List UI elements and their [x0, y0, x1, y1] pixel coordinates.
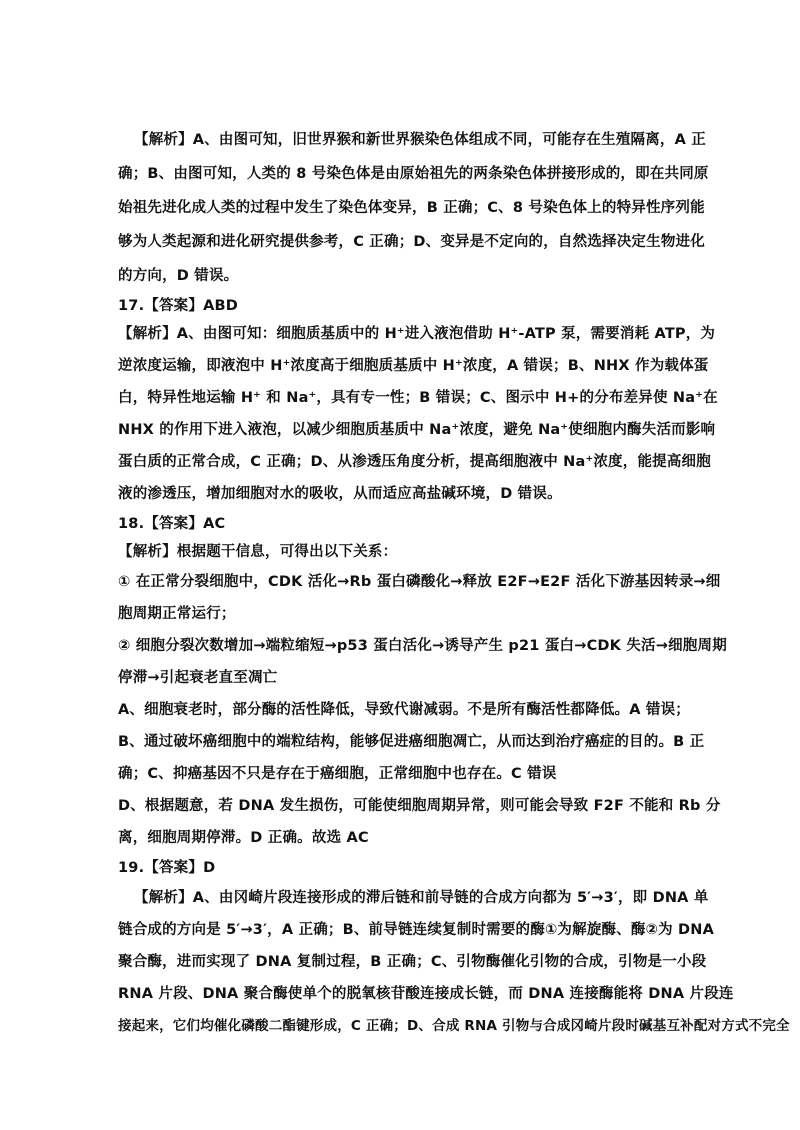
text-line: 确；B、由图可知，人类的 8 号染色体是由原始祖先的两条染色体拼接形成的，即在共同原: [118, 166, 709, 182]
text-line: 链合成的方向是 5′→3′，A 正确；B、前导链连续复制时需要的酶①为解旋酶、酶②为 DNA: [118, 922, 715, 938]
answer-heading-17: 17.【答案】ABD: [118, 298, 238, 314]
text-line: 离，细胞周期停滞。D 正确。故选 AC: [118, 830, 369, 846]
text-line: B、通过破坏癌细胞中的端粒结构，能够促进癌细胞凋亡，从而达到治疗癌症的目的。B 正: [118, 734, 705, 750]
answer-heading-18: 18.【答案】AC: [118, 516, 226, 532]
text-line: NHX 的作用下进入液泡，以减少细胞质基质中 Na⁺浓度，避免 Na⁺使细胞内酶失活而影响: [118, 422, 716, 438]
answer-heading-19: 19.【答案】D: [118, 860, 216, 876]
text-line: ① 在正常分裂细胞中，CDK 活化→Rb 蛋白磷酸化→释放 E2F→E2F 活化下游基因转录→细: [118, 574, 721, 590]
text-line: 接起来，它们均催化磷酸二酯键形成，C 正确；D、合成 RNA 引物与合成冈崎片段时碱基互补配对方式不完全: [118, 1018, 790, 1034]
text-line: 白，特异性地运输 H⁺ 和 Na⁺，具有专一性；B 错误；C、图示中 H+的分布差异使 Na⁺在: [118, 390, 718, 406]
text-line: 胞周期正常运行；: [118, 606, 236, 622]
text-line: 始祖先进化成人类的过程中发生了染色体变异，B 正确；C、8 号染色体上的特异性序列能: [118, 200, 705, 216]
text-line: 【解析】A、由冈崎片段连接形成的滞后链和前导链的合成方向都为 5′→3′，即 DNA 单: [134, 890, 709, 906]
text-line: 【解析】A、由图可知：细胞质基质中的 H⁺进入液泡借助 H⁺-ATP 泵，需要消耗 ATP，为: [118, 326, 716, 342]
text-line: 液的渗透压，增加细胞对水的吸收，从而适应高盐碱环境，D 错误。: [118, 486, 562, 502]
text-line: 停滞→引起衰老直至凋亡: [118, 670, 278, 686]
text-line: 【解析】根据题干信息，可得出以下关系：: [118, 544, 398, 560]
text-line: 的方向，D 错误。: [118, 268, 239, 284]
text-line: 逆浓度运输，即液泡中 H⁺浓度高于细胞质基质中 H⁺浓度，A 错误；B、NHX 作为载体蛋: [118, 358, 709, 374]
text-line: ② 细胞分裂次数增加→端粒缩短→p53 蛋白活化→诱导产生 p21 蛋白→CDK 失活→细胞周期: [118, 638, 727, 654]
text-line: 蛋白质的正常合成，C 正确；D、从渗透压角度分析，提高细胞液中 Na⁺浓度，能提高细胞: [118, 454, 711, 470]
text-line: 确；C、抑癌基因不只是存在于癌细胞，正常细胞中也存在。C 错误: [118, 766, 557, 782]
text-line: A、细胞衰老时，部分酶的活性降低，导致代谢减弱。不是所有酶活性都降低。A 错误；: [118, 702, 690, 718]
text-line: RNA 片段、DNA 聚合酶使单个的脱氧核苷酸连接成长链，而 DNA 连接酶能将 DNA 片段连: [118, 986, 734, 1002]
text-line: 【解析】A、由图可知，旧世界猴和新世界猴染色体组成不同，可能存在生殖隔离，A 正: [134, 132, 706, 148]
text-line: 够为人类起源和进化研究提供参考，C 正确；D、变异是不定向的，自然选择决定生物进化: [118, 234, 705, 250]
text-line: D、根据题意，若 DNA 发生损伤，可能使细胞周期异常，则可能会导致 F2F 不能和 Rb 分: [118, 798, 721, 814]
text-line: 聚合酶，进而实现了 DNA 复制过程，B 正确；C、引物酶催化引物的合成，引物是一小段: [118, 954, 707, 970]
